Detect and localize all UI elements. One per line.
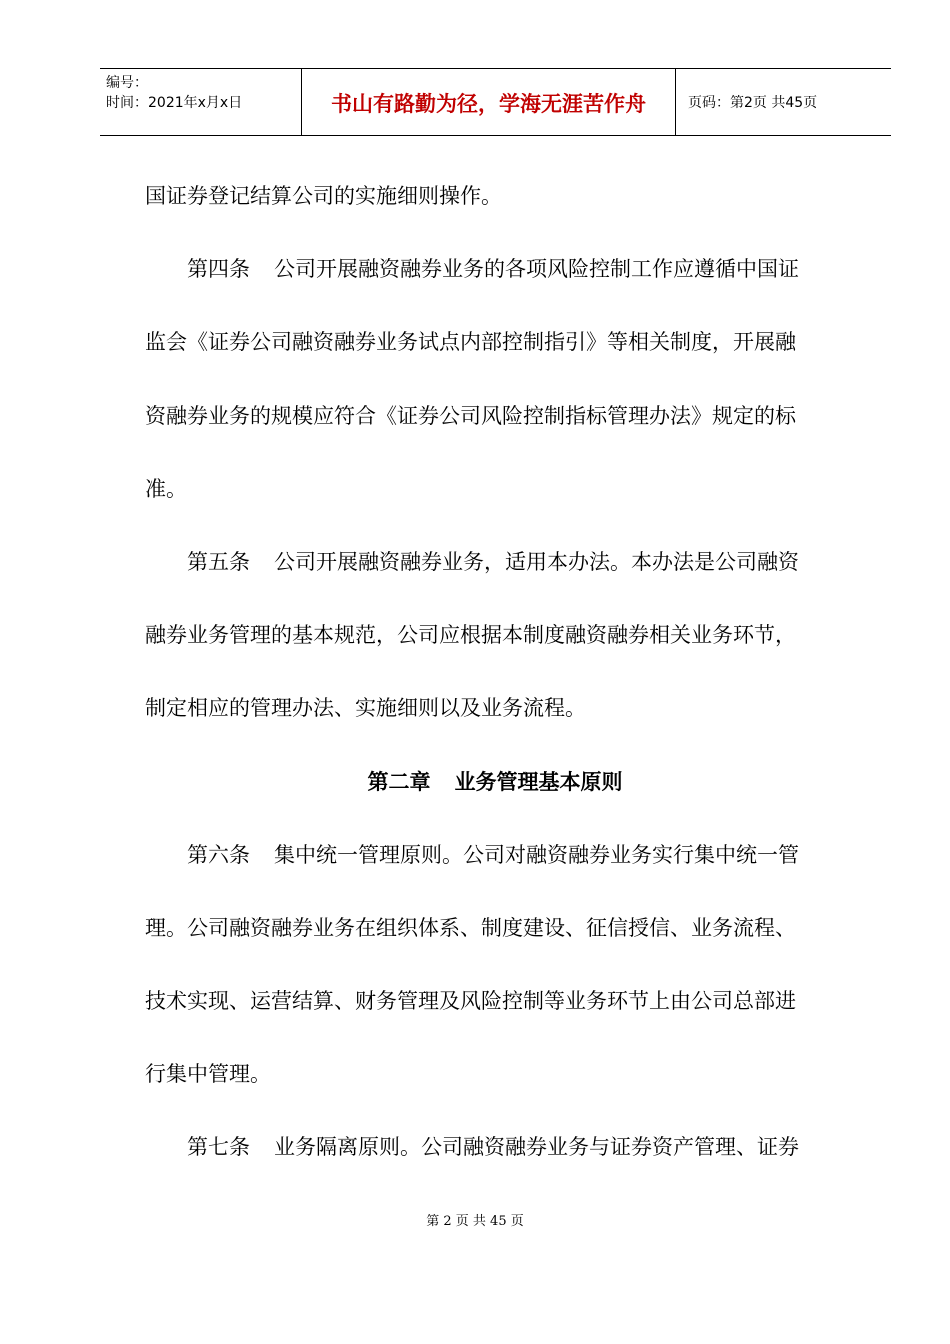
article-text: 公司开展融资融券业务的各项风险控制工作应遵循中国证 xyxy=(274,257,799,282)
page-footer: 第 2 页 共 45 页 xyxy=(426,1214,524,1229)
chapter-title: 业务管理基本原则 xyxy=(454,769,623,794)
body-line: 技术实现、运营结算、财务管理及风险控制等业务环节上由公司总部进 xyxy=(145,989,796,1014)
article-text: 公司开展融资融券业务，适用本办法。本办法是公司融资 xyxy=(274,549,799,574)
time-label: 时间：2021年x月x日 xyxy=(106,95,243,111)
article-text: 集中统一管理原则。公司对融资融券业务实行集中统一管 xyxy=(274,842,799,867)
article-number: 第六条 xyxy=(187,842,250,867)
body-line: 融券业务管理的基本规范，公司应根据本制度融资融券相关业务环节， xyxy=(145,623,796,648)
header-page-info: 页码：第2页 共45页 xyxy=(688,95,818,111)
article-number: 第五条 xyxy=(187,549,250,574)
body-line: 制定相应的管理办法、实施细则以及业务流程。 xyxy=(145,696,586,721)
article-number: 第七条 xyxy=(187,1135,250,1160)
article-text: 业务隔离原则。公司融资融券业务与证券资产管理、证券 xyxy=(274,1135,799,1160)
number-label: 编号： xyxy=(106,75,148,91)
body-line: 行集中管理。 xyxy=(145,1062,271,1087)
chapter-number: 第二章 xyxy=(367,769,431,794)
article-7-line xyxy=(145,1111,845,1184)
header-meta xyxy=(100,69,302,135)
article-number: 第四条 xyxy=(187,257,250,282)
document-body xyxy=(145,160,845,1185)
article-4-line xyxy=(145,233,845,306)
chapter-heading xyxy=(145,746,845,819)
body-line: 监会《证券公司融资融券业务试点内部控制指引》等相关制度，开展融 xyxy=(145,330,796,355)
page-header xyxy=(100,68,891,136)
article-5-line xyxy=(145,526,845,599)
body-line: 理。公司融资融券业务在组织体系、制度建设、征信授信、业务流程、 xyxy=(145,915,796,940)
body-line: 资融券业务的规模应符合《证券公司风险控制指标管理办法》规定的标 xyxy=(145,403,796,428)
body-line: 准。 xyxy=(145,476,187,501)
header-motto: 书山有路勤为径，学海无涯苦作舟 xyxy=(302,69,676,135)
article-6-line xyxy=(145,819,845,892)
body-line: 国证券登记结算公司的实施细则操作。 xyxy=(145,184,502,208)
